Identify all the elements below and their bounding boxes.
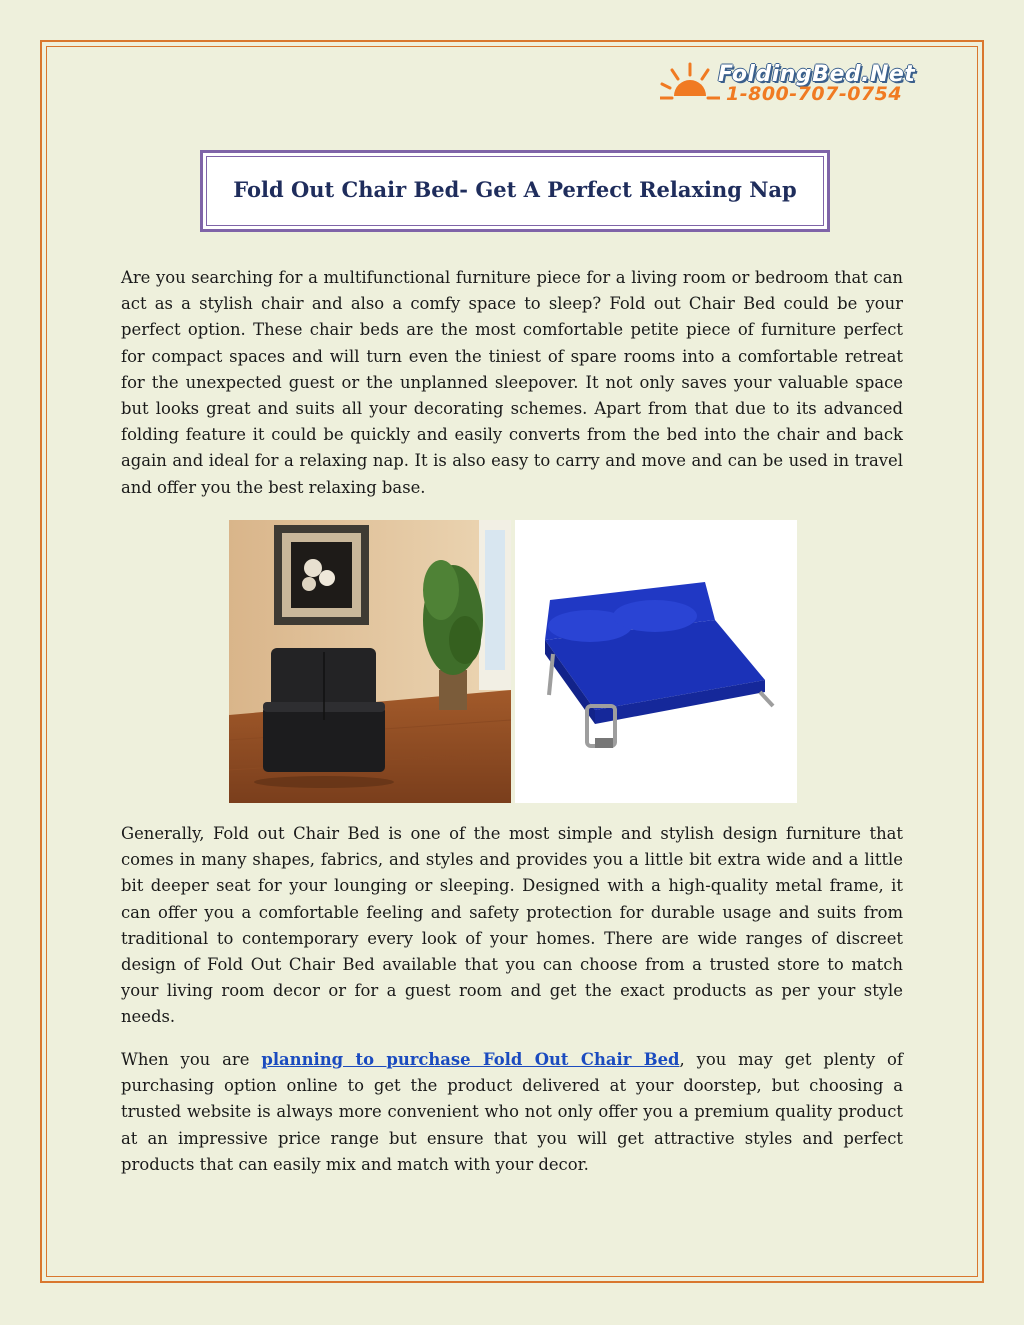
logo-phone-number: 1-800-707-0754 <box>726 83 903 105</box>
sun-icon <box>660 62 720 106</box>
foldingbed-logo[interactable] <box>660 62 916 106</box>
purchase-text-after: , you may get plenty of purchasing option online to get the product delivered at your doorstep, but choosing a trusted website is always more convenient who not only offer you a premium quality product at an impressive price range but ensure that you will get attractive styles and perfect products that can easily mix and match with your decor. <box>121 1050 903 1174</box>
purchase-text-before: When you are <box>121 1050 262 1069</box>
logo-site-name: FoldingBed.Net <box>718 62 916 87</box>
purchase-link[interactable]: planning to purchase Fold Out Chair Bed <box>261 1050 680 1069</box>
intro-paragraph: Are you searching for a multifunctional furniture piece for a living room or bedroom that can act as a stylish chair and also a comfy space to sleep? Fold out Chair Bed could be your perfect option. These chair beds are the most comfortable petite piece of furniture perfect for compact spaces and will turn even the tiniest of spare rooms into a comfortable retreat for the unexpected guest or the unplanned sleepover. It not only saves your valuable space but looks great and suits all your decorating schemes. Apart from that due to its advanced folding feature it could be quickly and easily converts from the bed into the chair and back again and ideal for a relaxing nap. It is also easy to carry and move and can be used in travel and offer you the best relaxing base. <box>121 268 903 497</box>
purchase-paragraph <box>121 1047 903 1178</box>
page-title: Fold Out Chair Bed- Get A Perfect Relaxing Nap <box>233 177 797 202</box>
title-box <box>200 150 830 232</box>
black-chair-bed-photo <box>229 520 511 803</box>
description-paragraph: Generally, Fold out Chair Bed is one of the most simple and stylish design furniture that comes in many shapes, fabrics, and styles and provides you a little bit extra wide and a little bit deeper seat for your lounging or sleeping. Designed with a high-quality metal frame, it can offer you a comfortable feeling and safety protection for durable usage and suits from traditional to contemporary every look of your homes. There are wide ranges of discreet design of Fold Out Chair Bed available that you can choose from a trusted store to match your living room decor or for a guest room and get the exact products as per your style needs. <box>121 824 903 1027</box>
blue-chair-bed-photo <box>515 520 797 803</box>
